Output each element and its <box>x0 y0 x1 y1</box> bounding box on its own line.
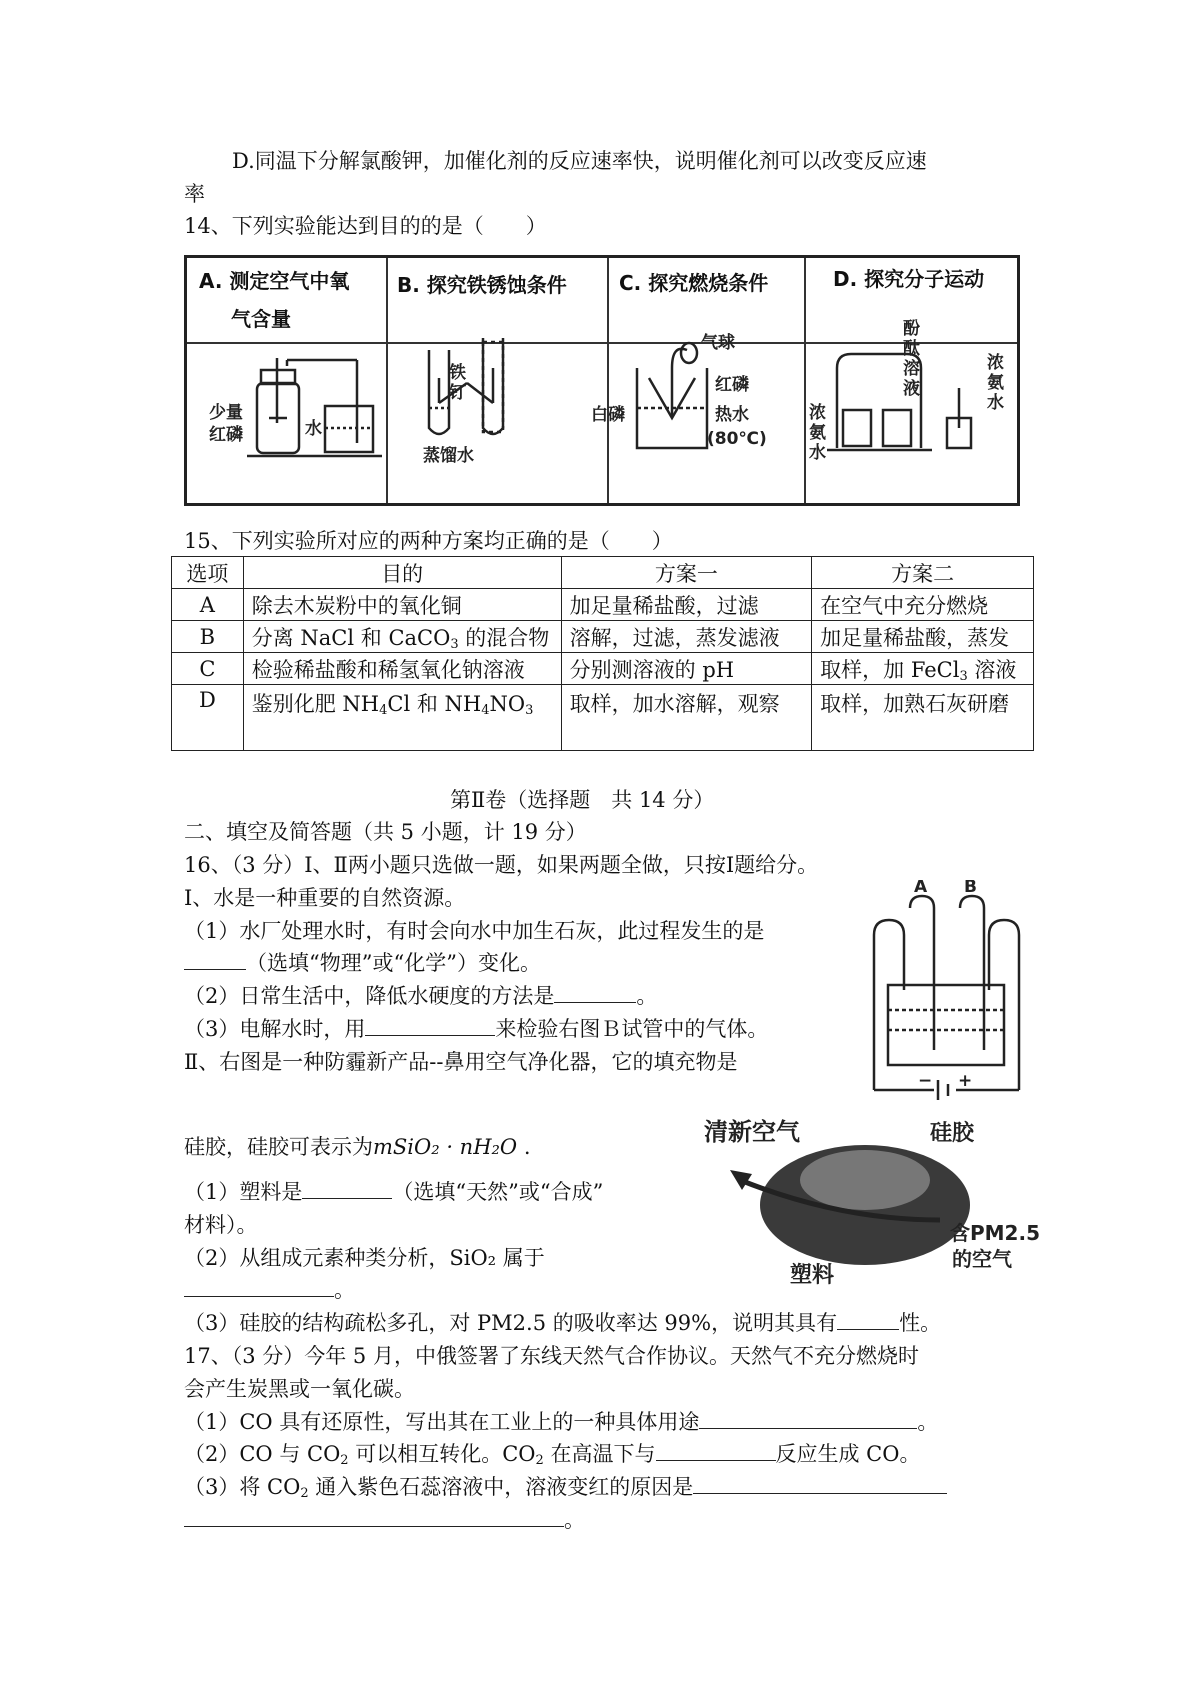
electrolysis-label-b: B <box>964 880 977 897</box>
q15-plan1: 溶解，过滤，蒸发滤液 <box>561 621 812 653</box>
q17-stem-line1: 17、（3 分）今年 5 月，中俄签署了东线天然气合作协议。天然气不充分燃烧时 <box>184 1344 919 1368</box>
q16-stem: 16、（3 分）Ⅰ、Ⅱ两小题只选做一题，如果两题全做，只按Ⅰ题给分。 <box>184 853 819 877</box>
q14-d-label-ye: 液 <box>903 379 920 399</box>
q14-apparatus-drawings <box>187 258 1017 503</box>
q14-d-label-tai: 酞 <box>903 339 920 359</box>
purifier-figure <box>690 1110 1040 1290</box>
q14-stem: 14、下列实验能达到目的的是（ ） <box>184 214 547 238</box>
answer-blank[interactable] <box>184 949 246 970</box>
q15-header-row <box>172 557 1034 589</box>
q13-option-d-line1: D.同温下分解氯酸钾，加催化剂的反应速率快，说明催化剂可以改变反应速 <box>232 149 927 173</box>
q15-goal: 检验稀盐酸和稀氢氧化钠溶液 <box>243 653 561 685</box>
q15-plan2: 在空气中充分燃烧 <box>812 589 1034 621</box>
q14-c-title: C. 探究燃烧条件 <box>619 271 769 295</box>
q15-goal: 分离 NaCl 和 CaCO$_3$ 的混合物 <box>243 621 561 653</box>
q16-ii1-line2: 材料）。 <box>184 1213 258 1237</box>
q16-ii-intro: Ⅱ、右图是一种防霾新产品--鼻用空气净化器，它的填充物是 <box>184 1050 738 1074</box>
q14-d-label-shui-r: 水 <box>987 393 1004 413</box>
q15-header-plan2: 方案二 <box>812 557 1034 589</box>
q14-c-label-red-p: 红磷 <box>715 375 749 395</box>
q15-row-b <box>172 621 1034 653</box>
q16-ii-silica: 硅胶，硅胶可表示为mSiO₂ · nH₂O . <box>184 1135 531 1159</box>
q15-stem: 15、下列实验所对应的两种方案均正确的是（ ） <box>184 529 673 553</box>
q14-figure-table <box>184 255 1020 506</box>
q14-d-label-fen: 酚 <box>903 319 920 339</box>
purifier-label-silica: 硅胶 <box>930 1121 975 1146</box>
q16-i3: （3）电解水时，用 来检验右图Ｂ试管中的气体。 <box>184 1017 769 1041</box>
q15-header-option: 选项 <box>172 557 244 589</box>
q14-c-label-hot-water: 热水 <box>715 405 749 425</box>
purifier-label-plastic: 塑料 <box>790 1263 835 1288</box>
q15-row-a <box>172 589 1034 621</box>
q17-s2: （2）CO 与 $CO_2$ 可以相互转化。$CO_2$ 在高温下与 反应生成 CO。 <box>184 1442 921 1468</box>
q15-goal: 除去木炭粉中的氧化铜 <box>243 589 561 621</box>
q14-c-label-balloon: 气球 <box>701 333 735 353</box>
purifier-label-fresh: 清新空气 <box>704 1118 800 1146</box>
q15-plan1: 加足量稀盐酸，过滤 <box>561 589 812 621</box>
answer-blank[interactable] <box>184 1276 334 1297</box>
answer-blank[interactable] <box>184 1506 564 1527</box>
q14-b-label-water: 蒸馏水 <box>423 446 474 466</box>
q15-plan2: 加足量稀盐酸，蒸发 <box>812 621 1034 653</box>
answer-blank[interactable] <box>302 1178 392 1199</box>
electrolysis-minus: − <box>918 1071 933 1091</box>
q14-a-label-shaoliang: 少量 <box>209 403 243 423</box>
q14-c-label-white-p: 白磷 <box>591 405 625 425</box>
q15-plan2: 取样，加熟石灰研磨 <box>812 685 1034 751</box>
q17-stem-line2: 会产生炭黑或一氧化碳。 <box>184 1377 415 1401</box>
q14-d-belljar-icon <box>827 354 971 450</box>
electrolysis-plus: + <box>958 1071 973 1091</box>
q14-a-title-2: 气含量 <box>231 307 291 331</box>
q15-row-c <box>172 653 1034 685</box>
q14-d-label-nong-r: 浓 <box>987 353 1004 373</box>
q15-goal: 鉴别化肥 $NH_4Cl$ 和 $NH_4NO_3$ <box>243 685 561 751</box>
q16-ii2-blank-line: 。 <box>184 1276 355 1304</box>
q14-d-label-an-l: 氨 <box>809 423 826 443</box>
q16-i-intro: Ⅰ、水是一种重要的自然资源。 <box>184 886 466 910</box>
q16-ii1-line1: （1）塑料是 （选填“天然”或“合成” <box>184 1180 604 1204</box>
q14-d-label-shui-l: 水 <box>809 443 826 463</box>
q14-c-beaker-icon <box>637 343 707 448</box>
q14-a-label-water: 水 <box>305 419 322 439</box>
q15-header-goal: 目的 <box>243 557 561 589</box>
part2-title: 第Ⅱ卷（选择题 共 14 分） <box>450 788 715 812</box>
q16-i1-line1: （1）水厂处理水时，有时会向水中加生石灰，此过程发生的是 <box>184 919 765 943</box>
purifier-label-air: 的空气 <box>952 1247 1012 1271</box>
q16-ii2: （2）从组成元素种类分析，SiO₂ 属于 <box>184 1246 545 1270</box>
answer-blank[interactable] <box>693 1473 947 1494</box>
q15-opt: C <box>172 653 244 685</box>
purifier-label-pm: 含PM2.5 <box>950 1221 1040 1245</box>
q14-a-title-1: A. 测定空气中氧 <box>199 269 350 293</box>
q17-s3: （3）将 $CO_2$ 通入紫色石蕊溶液中，溶液变红的原因是 <box>184 1473 947 1508</box>
q15-plan2: 取样，加 FeCl$_3$ 溶液 <box>812 653 1034 685</box>
q16-i1-line2: （选填“物理”或“化学”）变化。 <box>184 949 541 977</box>
q14-a-apparatus-icon <box>247 358 382 456</box>
q14-b-title: B. 探究铁锈蚀条件 <box>397 273 567 297</box>
q17-s1: （1）CO 具有还原性，写出其在工业上的一种具体用途 。 <box>184 1410 939 1434</box>
q14-d-label-nong-l: 浓 <box>809 403 826 423</box>
q14-b-tubes-icon <box>429 338 503 434</box>
q15-table <box>171 556 1034 751</box>
q15-opt: B <box>172 621 244 653</box>
q16-i2: （2）日常生活中，降低水硬度的方法是 。 <box>184 984 658 1008</box>
q15-plan1: 取样，加水溶解，观察 <box>561 685 812 751</box>
q14-d-label-rong: 溶 <box>903 359 920 379</box>
electrolysis-label-a: A <box>914 880 928 897</box>
answer-blank[interactable] <box>656 1440 776 1461</box>
q15-header-plan1: 方案一 <box>561 557 812 589</box>
q14-b-label-ding: 钉 <box>449 383 466 403</box>
electrolysis-figure <box>864 880 1029 1100</box>
q14-a-label-honglin: 红磷 <box>209 425 243 445</box>
part2-section: 二、填空及简答题（共 5 小题，计 19 分） <box>184 820 587 844</box>
q15-opt: A <box>172 589 244 621</box>
answer-blank[interactable] <box>699 1408 917 1429</box>
answer-blank[interactable] <box>554 982 636 1003</box>
q16-ii3: （3）硅胶的结构疏松多孔，对 PM2.5 的吸收率达 99%，说明其具有 性。 <box>184 1311 942 1335</box>
q17-s3-continuation: 。 <box>184 1506 585 1534</box>
purifier-silica-icon <box>800 1150 930 1210</box>
q13-option-d-line2: 率 <box>184 182 205 206</box>
answer-blank[interactable] <box>365 1015 495 1036</box>
q15-plan1: 分别测溶液的 pH <box>561 653 812 685</box>
q14-b-label-tie: 铁 <box>449 363 466 383</box>
q14-d-title: D. 探究分子运动 <box>833 267 985 291</box>
q15-opt: D <box>172 685 244 751</box>
q14-d-label-an-r: 氨 <box>987 373 1004 393</box>
q14-c-label-temp: (80℃) <box>707 429 767 449</box>
q15-row-d <box>172 685 1034 751</box>
answer-blank[interactable] <box>837 1309 899 1330</box>
